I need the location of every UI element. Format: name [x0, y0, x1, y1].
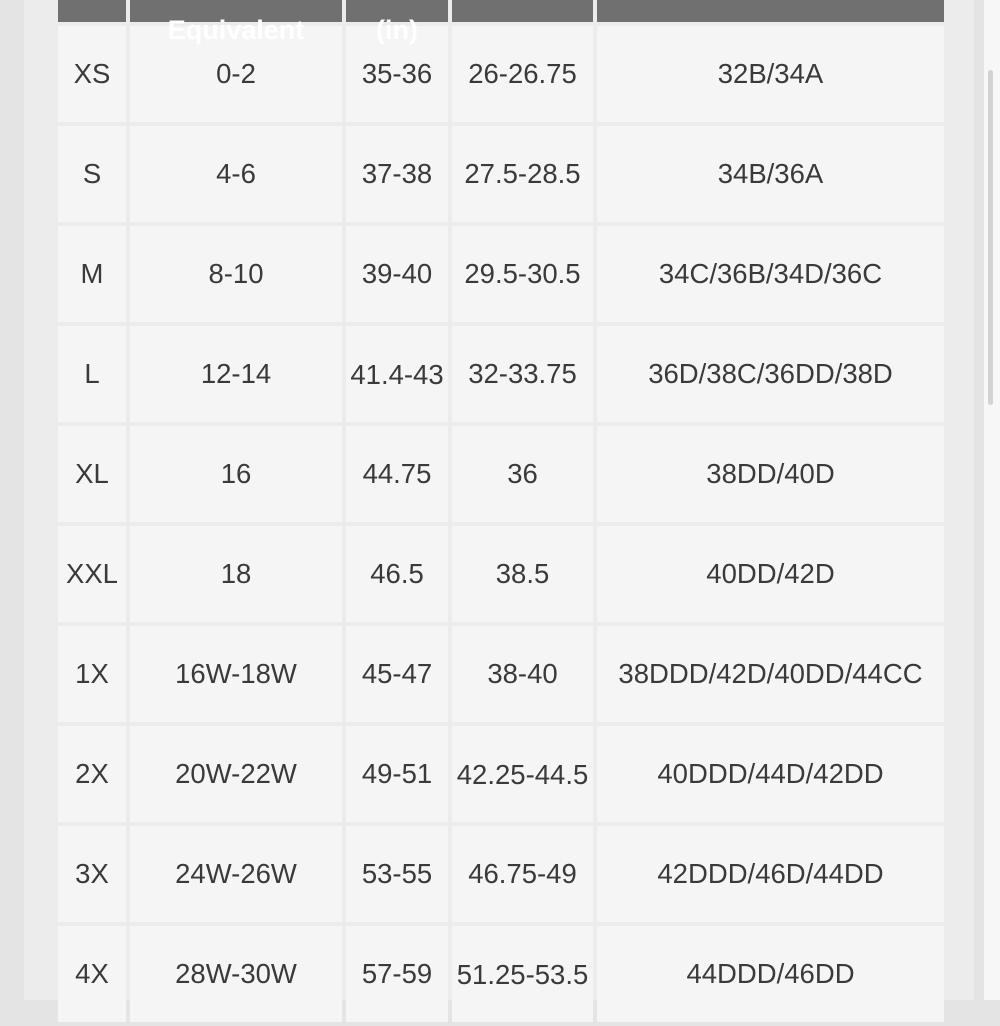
cell-size: XL — [58, 426, 126, 522]
cell-size: 1X — [58, 626, 126, 722]
cell-waist: 42.25-44.5 — [452, 726, 593, 822]
cell-chest: 41.4-43 — [346, 326, 448, 422]
cell-bra: 34C/36B/34D/36C — [597, 226, 944, 322]
cell-size: 2X — [58, 726, 126, 822]
cell-equivalent: 16W-18W — [130, 626, 342, 722]
table-row — [58, 326, 944, 422]
cell-size: L — [58, 326, 126, 422]
cell-equivalent: 8-10 — [130, 226, 342, 322]
cell-chest: 49-51 — [346, 726, 448, 822]
cell-size: XXL — [58, 526, 126, 622]
cell-equivalent: 16 — [130, 426, 342, 522]
cell-waist: 26-26.75 — [452, 26, 593, 122]
cell-waist: 36 — [452, 426, 593, 522]
cell-bra: 38DDD/42D/40DD/44CC — [597, 626, 944, 722]
table-body — [58, 26, 944, 1022]
cell-size: 4X — [58, 926, 126, 1022]
cell-equivalent: 28W-30W — [130, 926, 342, 1022]
cell-size: M — [58, 226, 126, 322]
cell-waist: 29.5-30.5 — [452, 226, 593, 322]
header-equivalent: Equivalent — [130, 0, 342, 22]
header-size — [58, 0, 126, 22]
cell-chest: 46.5 — [346, 526, 448, 622]
cell-size: XS — [58, 26, 126, 122]
cell-bra: 34B/36A — [597, 126, 944, 222]
cell-chest: 44.75 — [346, 426, 448, 522]
cell-waist: 38-40 — [452, 626, 593, 722]
cell-equivalent: 20W-22W — [130, 726, 342, 822]
table-row — [58, 826, 944, 922]
cell-chest: 39-40 — [346, 226, 448, 322]
cell-chest: 53-55 — [346, 826, 448, 922]
header-row — [58, 0, 944, 22]
cell-waist: 27.5-28.5 — [452, 126, 593, 222]
cell-bra: 38DD/40D — [597, 426, 944, 522]
table-row — [58, 226, 944, 322]
table-row — [58, 926, 944, 1022]
cell-waist: 51.25-53.5 — [452, 926, 593, 1022]
header-bra — [597, 0, 944, 22]
table-row — [58, 526, 944, 622]
cell-bra: 40DDD/44D/42DD — [597, 726, 944, 822]
cell-equivalent: 18 — [130, 526, 342, 622]
cell-chest: 37-38 — [346, 126, 448, 222]
cell-bra: 44DDD/46DD — [597, 926, 944, 1022]
cell-equivalent: 24W-26W — [130, 826, 342, 922]
cell-chest: 45-47 — [346, 626, 448, 722]
cell-bra: 32B/34A — [597, 26, 944, 122]
cell-size: 3X — [58, 826, 126, 922]
cell-equivalent: 4-6 — [130, 126, 342, 222]
header-waist — [452, 0, 593, 22]
cell-chest: 35-36 — [346, 26, 448, 122]
header-chest: (in) — [346, 0, 448, 22]
cell-bra: 42DDD/46D/44DD — [597, 826, 944, 922]
table-row — [58, 726, 944, 822]
cell-waist: 32-33.75 — [452, 326, 593, 422]
cell-size: S — [58, 126, 126, 222]
table-row — [58, 626, 944, 722]
table-row — [58, 126, 944, 222]
table-header — [58, 0, 944, 45]
cell-chest: 57-59 — [346, 926, 448, 1022]
size-chart-table — [54, 0, 948, 1026]
cell-waist: 46.75-49 — [452, 826, 593, 922]
cell-equivalent: 0-2 — [130, 26, 342, 122]
cell-equivalent: 12-14 — [130, 326, 342, 422]
cell-waist: 38.5 — [452, 526, 593, 622]
cell-bra: 40DD/42D — [597, 526, 944, 622]
cell-bra: 36D/38C/36DD/38D — [597, 326, 944, 422]
table-row — [58, 426, 944, 522]
scrollbar-thumb[interactable] — [988, 70, 993, 405]
